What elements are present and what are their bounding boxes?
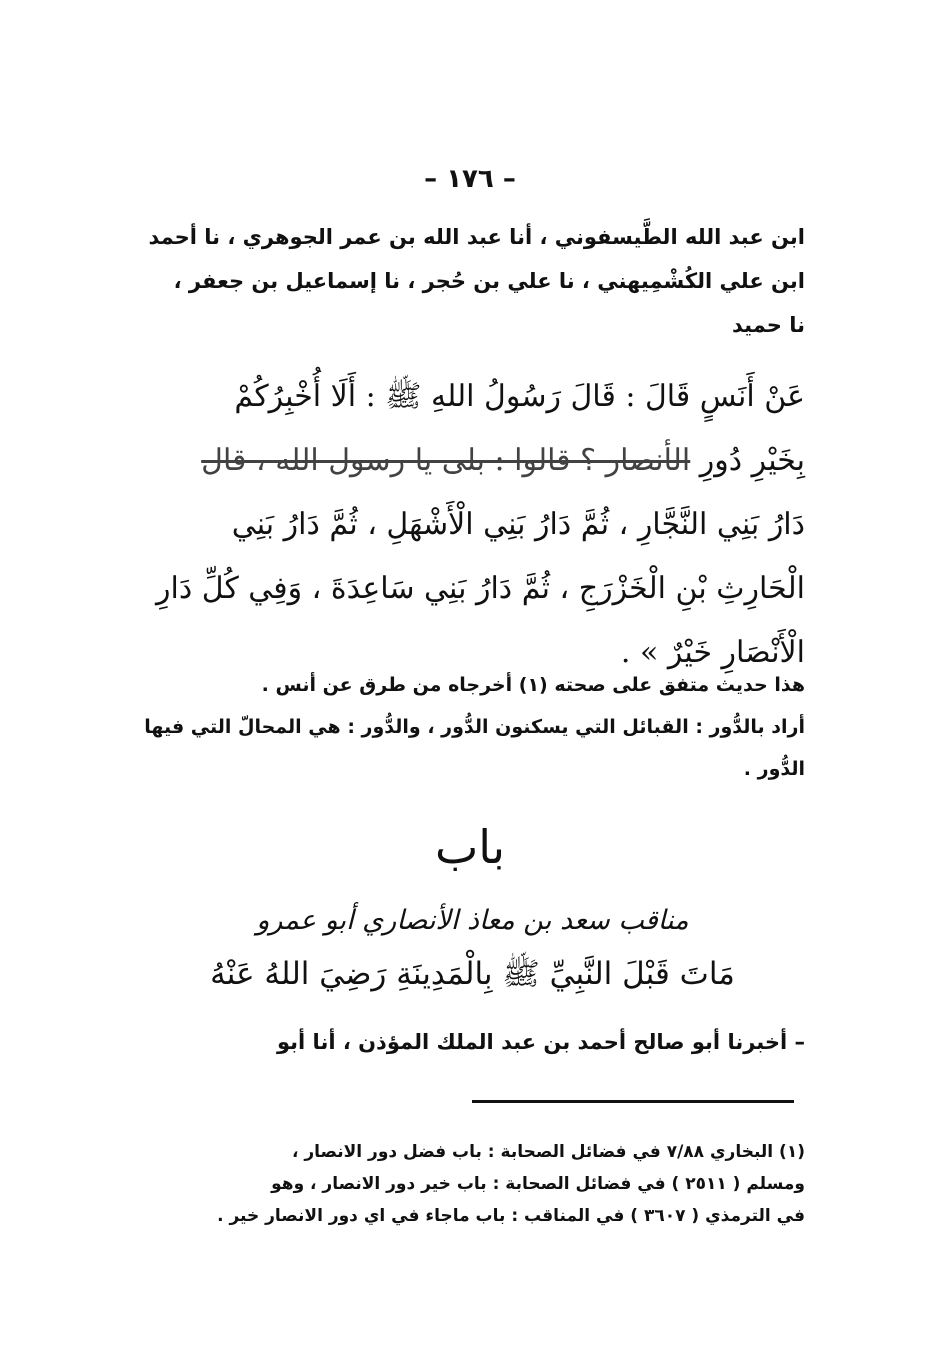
commentary-line: هذا حديث متفق على صحته (١) أخرجاه من طرق عن أنس . [261,674,805,696]
commentary [140,664,805,790]
isnad-line: ابن علي الكُشْمِيهني ، نا علي بن حُجر ، نا إسماعيل بن جعفر ، [173,269,805,293]
isnad-line: ابن عبد الله الطَّيسفوني ، أنا عبد الله بن عمر الجوهري ، نا أحمد [148,225,805,249]
isnad-line: نا حميد [732,313,805,337]
footnotes [140,1136,805,1232]
commentary-line: الدُّور . [743,758,805,780]
hadith-line: الْحَارِثِ بْنِ الْخَزْرَجِ ، ثُمَّ دَارُ بَنِي سَاعِدَةَ ، وَفِي كُلِّ دَارِ [156,571,805,606]
isnad-chain [140,215,805,347]
footnote-line: (١) البخاري ٧/٨٨ في فضائل الصحابة : باب فضل دور الانصار ، [291,1142,805,1162]
hadith-line: الْأَنْصَارِ خَيْرٌ » . [620,635,805,670]
chapter-heading: باب [434,820,506,874]
hadith-start-line: – أخبرنا أبو صالح أحمد بن عبد الملك المؤذن ، أنا أبو [277,1030,805,1054]
footnote-line: ومسلم ( ٢٥١١ ) في فضائل الصحابة : باب خير دور الانصار ، وهو [271,1174,805,1194]
chapter-title: مناقب سعد بن معاذ الأنصاري أبو عمرو [256,905,689,936]
hadith-line: دَارُ بَنِي النَّجَّارِ ، ثُمَّ دَارُ بَنِي الْأَشْهَلِ ، ثُمَّ دَارُ بَنِي [231,507,805,542]
footnote-line: في الترمذي ( ٣٦٠٧ ) في المناقب : باب ماجاء في اي دور الانصار خير . [217,1206,805,1226]
commentary-line: أراد بالدُّور : القبائل التي يسكنون الدُّور ، والدُّور : هي المحالّ التي فيها [144,716,805,738]
hadith-text [140,365,805,685]
hadith-line [140,429,805,493]
damaged-text: الأنصار ؟ قالوا : بلى يا رسول الله ، قال [201,443,691,478]
hadith-line-start: بِخَيْرِ دُورِ [699,443,805,478]
chapter-subtitle: مَاتَ قَبْلَ النَّبِيِّ ﷺ بِالْمَدِينَةِ رَضِيَ اللهُ عَنْهُ [210,956,735,992]
page-number: – ١٧٦ – [424,164,516,194]
footnote-divider [472,1100,794,1103]
hadith-line: عَنْ أَنَسٍ قَالَ : قَالَ رَسُولُ اللهِ ﷺ : أَلَا أُخْبِرُكُمْ [234,379,805,414]
